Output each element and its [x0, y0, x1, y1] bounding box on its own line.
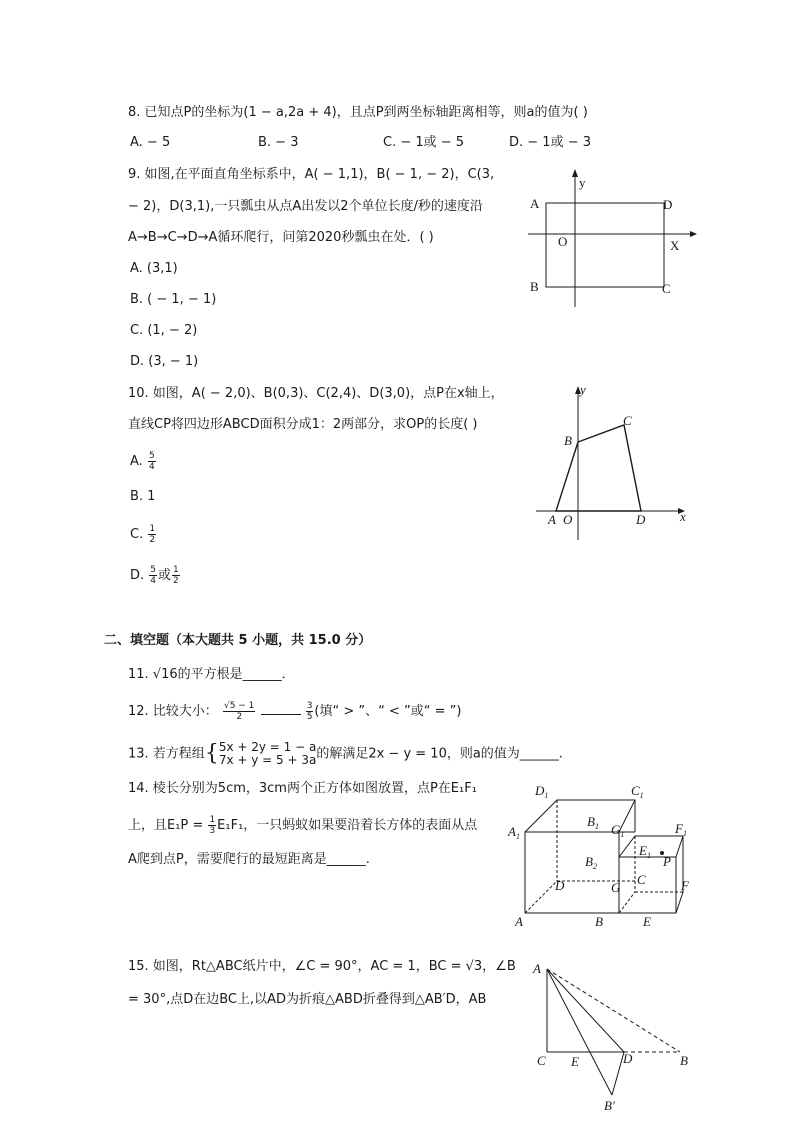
q13-system	[219, 741, 317, 767]
q15-segment-ab-prime	[547, 969, 612, 1095]
q14-line2	[128, 815, 477, 836]
q10-option-c-den: 2	[149, 535, 156, 545]
q10-option-d-den2: 2	[173, 576, 179, 586]
q10-option-d-fraction2	[172, 565, 180, 586]
q9-label-d: D	[663, 197, 673, 212]
q9-option-c: C. (1, − 2)	[130, 323, 198, 338]
q9-label-x: X	[670, 238, 680, 253]
q9-y-arrow-icon	[572, 169, 578, 177]
q15-segment-ad	[547, 969, 624, 1052]
q10-line2: 直线CP将四边形ABCD面积分成1：2两部分，求OP的长度( )	[128, 417, 478, 432]
q14-small-cube-outline	[619, 836, 683, 913]
q14-label-c1: $C_1$	[631, 783, 644, 800]
q9-option-a: A. (3,1)	[130, 261, 178, 276]
q14-hidden-edge-ad	[525, 881, 557, 913]
q13-prefix: 13. 若方程组	[128, 746, 205, 762]
q9-x-arrow-icon	[690, 231, 697, 237]
q13-brace-icon: {	[204, 741, 219, 766]
q14-line1: 14. 棱长分别为5cm，3cm两个正方体如图放置，点P在E₁F₁	[128, 781, 477, 796]
q12-num: √5 − 1	[223, 701, 255, 711]
q12-fraction-left	[223, 701, 255, 722]
q13-eq1: 5x + 2y = 1 − a	[218, 740, 317, 754]
q9-label-c: C	[662, 281, 671, 296]
q8-option-c: C. − 1或 − 5	[383, 135, 465, 150]
q14-figure	[505, 780, 705, 930]
q9-label-b: B	[530, 279, 539, 294]
q14-label-d: D	[555, 878, 565, 893]
q15-figure	[520, 955, 700, 1115]
q9-label-a: A	[530, 196, 540, 211]
q10-label-d: D	[636, 512, 646, 527]
q12-den2: 5	[306, 712, 313, 722]
q14-den: 3	[209, 826, 216, 836]
q10-figure	[528, 380, 698, 545]
q14-label-p: P	[663, 854, 671, 869]
q10-option-d-prefix: D.	[130, 568, 145, 583]
q10-option-d-num2: 1	[173, 565, 179, 575]
q14-small-hidden-edge3	[619, 892, 635, 913]
q10-label-c: C	[623, 413, 632, 428]
q10-label-b: B	[564, 433, 572, 448]
q10-option-c-prefix: C.	[130, 527, 144, 542]
q14-fraction	[208, 815, 216, 836]
q10-label-x: x	[680, 509, 686, 524]
section2-title: 二、填空题（本大题共 5 小题，共 15.0 分）	[104, 633, 372, 648]
q15-label-c: C	[537, 1053, 546, 1068]
q10-line1: 10. 如图，A( − 2,0)、B(0,3)、C(2,4)、D(3,0)，点P在x轴上，	[128, 386, 504, 401]
q15-label-b: B	[680, 1053, 688, 1068]
q9-option-b: B. ( − 1, − 1)	[130, 292, 217, 307]
q10-option-c-fraction	[148, 524, 156, 545]
q8-option-a: A. − 5	[130, 135, 171, 150]
q14-big-cube-edge-b1c1	[619, 800, 635, 832]
q14-line3: A爬到点P，需要爬行的最短距离是______.	[128, 852, 370, 867]
q10-label-o: O	[563, 512, 573, 527]
q10-option-d-fraction1	[149, 565, 157, 586]
q15-label-a: A	[533, 961, 541, 976]
q10-option-a-num: 5	[148, 451, 155, 461]
q12-den: 2	[236, 712, 243, 722]
q10-option-d-mid: 或	[158, 568, 172, 583]
q10-option-d-den1: 4	[150, 576, 157, 586]
q9-line1: 9. 如图,在平面直角坐标系中，A( − 1,1)，B( − 1, − 2)，C(3,	[128, 167, 495, 182]
q9-label-y: y	[579, 175, 586, 190]
q14-label-e: E	[643, 914, 651, 929]
q14-small-cube-edge-e1f1	[676, 836, 683, 857]
q8-option-d: D. − 1或 − 3	[509, 135, 591, 150]
q14-label-b: B	[595, 914, 603, 929]
q15-segment-ab	[547, 969, 680, 1052]
q14-label-g: G	[611, 880, 621, 895]
q9-option-d: D. (3, − 1)	[130, 354, 199, 369]
q10-label-y: y	[580, 382, 586, 397]
q10-option-c-num: 1	[149, 524, 156, 534]
q15-label-e: E	[571, 1054, 579, 1069]
q12-answer-blank[interactable]	[261, 701, 301, 715]
q9-line3: A→B→C→D→A循环爬行，问第2020秒瓢虫在处．( )	[128, 230, 434, 245]
q14-line2-suffix: E₁F₁，一只蚂蚁如果要沿着长方体的表面从点	[217, 818, 478, 833]
q14-num: 1	[209, 815, 216, 825]
q10-option-d-num1: 5	[150, 565, 157, 575]
q8-option-b: B. − 3	[258, 135, 299, 150]
q10-option-a-fraction	[148, 451, 156, 472]
q9-line2: − 2)，D(3,1),一只瓢虫从点A出发以2个单位长度/秒的速度沿	[128, 199, 483, 214]
q14-label-b2: $B_2$	[585, 854, 597, 871]
q12	[128, 701, 461, 722]
q9-label-o: O	[558, 234, 568, 249]
q14-label-a1: $A_1$	[508, 824, 520, 841]
q14-label-c: C	[637, 872, 646, 887]
q8-stem: 8. 已知点P的坐标为(1 − a,2a + 4)，且点P到两坐标轴距离相等，则a的值为( )	[128, 105, 588, 120]
q15-label-b-prime: B′	[604, 1098, 615, 1113]
q10-option-a	[130, 451, 157, 472]
q10-option-b: B. 1	[130, 489, 156, 504]
q10-option-a-den: 4	[148, 462, 155, 472]
q14-label-a: A	[515, 914, 523, 929]
q14-line2-prefix: 上，且E₁P =	[128, 818, 208, 833]
q14-label-b1: $B_1$	[587, 814, 599, 831]
q11-text: 11. √16的平方根是______．	[128, 667, 295, 682]
q14-label-g1: $G_1$	[611, 822, 625, 839]
q14-label-f: F	[681, 878, 689, 893]
q15-line1: 15. 如图，Rt△ABC纸片中，∠C = 90°，AC = 1，BC = √3，∠B	[128, 959, 516, 974]
q13	[128, 741, 563, 767]
q12-num2: 3	[306, 701, 313, 711]
q14-big-cube-front	[525, 832, 619, 913]
q9-figure	[520, 165, 700, 315]
q14-label-d1: $D_1$	[535, 783, 549, 800]
q13-eq2: 7x + y = 5 + 3a	[218, 753, 317, 767]
q10-option-a-prefix: A.	[130, 454, 143, 469]
q12-fraction-right	[306, 701, 314, 722]
q10-option-d	[130, 565, 181, 586]
q12-suffix: (填“ > ”、“ < ”或“ = ”)	[314, 704, 462, 719]
q12-prefix: 12. 比较大小：	[128, 704, 218, 719]
q15-line2: = 30°,点D在边BC上,以AD为折痕△ABD折叠得到△AB′D，AB	[128, 992, 487, 1007]
q14-label-e1: $E_1$	[639, 843, 651, 860]
q15-label-d: D	[623, 1051, 633, 1066]
q10-label-a: A	[548, 512, 556, 527]
q13-suffix: 的解满足2x − y = 10，则a的值为______.	[316, 746, 563, 762]
q10-option-c	[130, 524, 157, 545]
q14-label-f1: $F_1$	[675, 821, 687, 838]
